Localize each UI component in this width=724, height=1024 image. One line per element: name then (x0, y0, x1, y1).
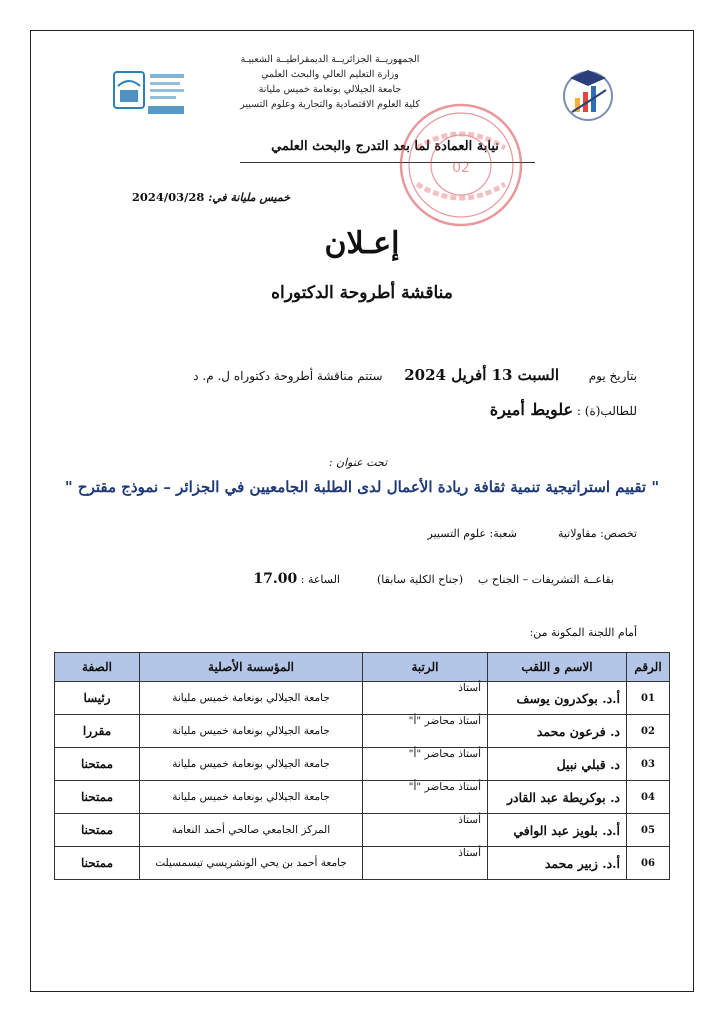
page-title: إعـلان (324, 226, 400, 261)
member-number: 03 (627, 748, 670, 781)
member-role: ممتحنا (55, 847, 140, 880)
faculty-logo (560, 64, 616, 124)
defense-day-date: السبت 13 أفريل 2024 (404, 366, 560, 384)
time-label: الساعة : (300, 573, 340, 586)
student-line (117, 400, 637, 419)
member-institution: جامعة أحمد بن يحي الونشريسي تيسمسيلت (140, 847, 363, 880)
member-rank: أستاذ (363, 682, 488, 715)
table-row (55, 847, 670, 880)
on-date-label: بتاريخ يوم (588, 369, 637, 383)
header-line: كلية العلوم الاقتصادية والتجارية وعلوم التسيير (240, 99, 420, 110)
university-logo (112, 68, 188, 120)
venue-note: (جناح الكلية سابقا) (377, 573, 464, 586)
table-header-row (55, 653, 670, 682)
header-line: وزارة التعليم العالي والبحث العلمي (261, 69, 399, 80)
branch: شعبة: علوم التسيير (427, 527, 517, 540)
specialty: تخصص: مقاولاتية (557, 527, 637, 540)
member-role: ممتحنا (55, 814, 140, 847)
official-stamp (392, 100, 530, 230)
column-header: الرقم (627, 653, 670, 682)
member-name: د. بوكريطة عبد القادر (488, 781, 627, 814)
table-row (55, 748, 670, 781)
member-institution: جامعة الجيلالي بونعامة خميس مليانة (140, 748, 363, 781)
header-line: الجمهوريــة الجزائريــة الديمقراطيــة الشعبيـة (240, 54, 420, 65)
date-value: 2024/03/28 (131, 190, 205, 204)
student-label: للطالب(ة) : (576, 404, 637, 418)
member-name: د. قبلي نبيل (488, 748, 627, 781)
member-institution: المركز الجامعي صالحي أحمد النعامة (140, 814, 363, 847)
member-rank: أستاذ (363, 814, 488, 847)
member-name: د. فرعون محمد (488, 715, 627, 748)
under-title-label: تحت عنوان : (328, 456, 388, 469)
column-header: الرتبة (363, 653, 488, 682)
header-line: جامعة الجيلالي بونعامة خميس مليانة (258, 84, 402, 95)
member-number: 01 (627, 682, 670, 715)
table-row (55, 682, 670, 715)
date-line (110, 190, 290, 204)
table-row (55, 715, 670, 748)
defense-date-line (117, 366, 637, 384)
member-role: ممتحنا (55, 781, 140, 814)
thesis-title: " تقييم استراتيجية تنمية ثقافة ريادة الأعمال لدى الطلبة الجامعيين في الجزائر – نموذج مقترح " (64, 478, 660, 496)
column-header: المؤسسة الأصلية (140, 653, 363, 682)
member-role: رئيسا (55, 682, 140, 715)
member-rank: أستاذ محاضر "أ" (363, 781, 488, 814)
department-heading: نيابة العمادة لما بعد التدرج والبحث العلمي (271, 139, 499, 154)
member-number: 05 (627, 814, 670, 847)
member-number: 06 (627, 847, 670, 880)
member-institution: جامعة الجيلالي بونعامة خميس مليانة (140, 682, 363, 715)
venue-line (134, 571, 614, 587)
member-role: ممتحنا (55, 748, 140, 781)
member-rank: أستاذ (363, 847, 488, 880)
student-name: علويط أميرة (489, 400, 574, 419)
table-row (55, 781, 670, 814)
member-number: 04 (627, 781, 670, 814)
member-rank: أستاذ محاضر "أ" (363, 748, 488, 781)
member-name: أ.د. زبير محمد (488, 847, 627, 880)
member-institution: جامعة الجيلالي بونعامة خميس مليانة (140, 781, 363, 814)
stamp-number: 02 (452, 160, 470, 176)
defense-description: ستتم مناقشة أطروحة دكتوراه ل. م. د (193, 369, 383, 383)
member-institution: جامعة الجيلالي بونعامة خميس مليانة (140, 715, 363, 748)
column-header: الاسم و اللقب (488, 653, 627, 682)
table-row (55, 814, 670, 847)
page-subtitle: مناقشة أطروحة الدكتوراه (271, 283, 453, 303)
venue: بقاعــة التشريفات – الجناح ب (478, 573, 614, 586)
time-value: 17.00 (253, 571, 298, 587)
member-name: أ.د. بلويز عبد الوافي (488, 814, 627, 847)
member-rank: أستاذ محاضر "أ" (363, 715, 488, 748)
member-role: مقررا (55, 715, 140, 748)
date-label: خميس مليانة في: (208, 191, 290, 204)
committee-label: أمام اللجنة المكونة من: (529, 626, 637, 639)
member-name: أ.د. بوكدرون يوسف (488, 682, 627, 715)
committee-table (54, 652, 670, 880)
member-number: 02 (627, 715, 670, 748)
column-header: الصفة (55, 653, 140, 682)
specialty-line (237, 527, 637, 540)
